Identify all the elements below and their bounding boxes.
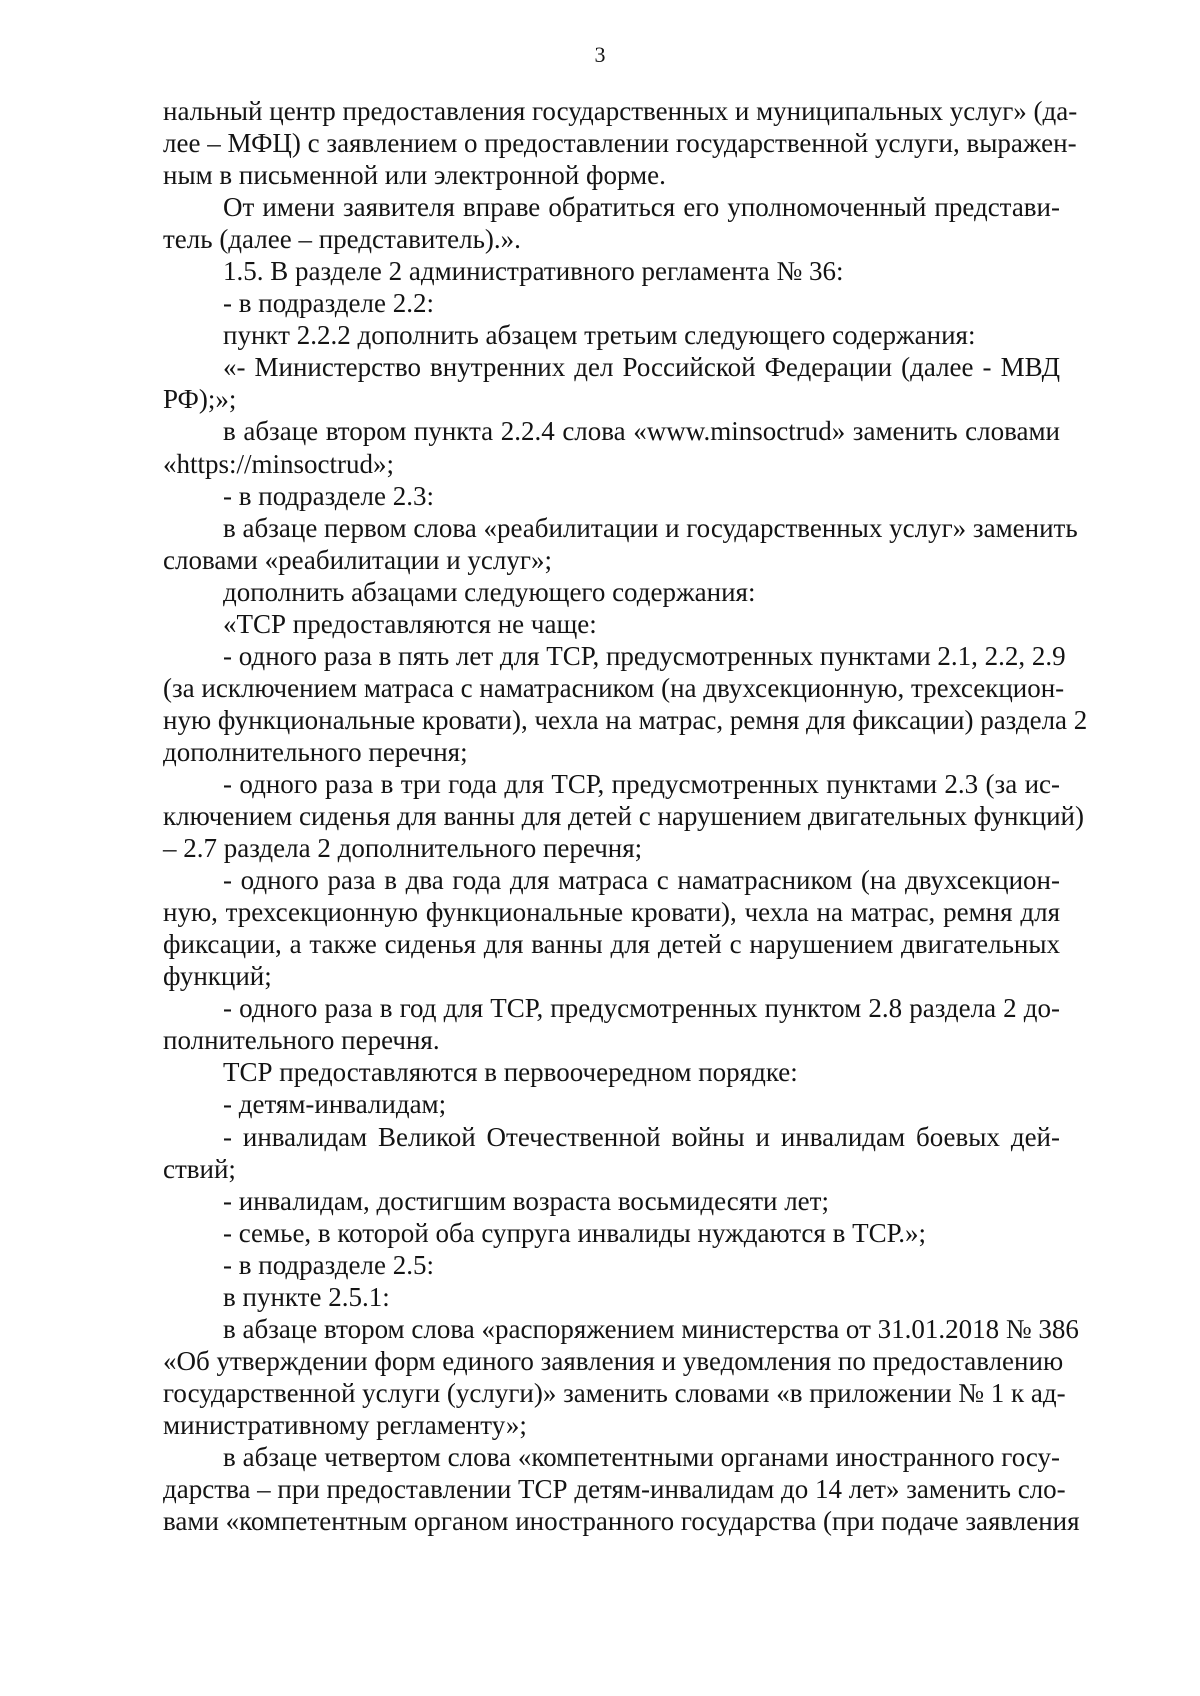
text-line: дополнительного перечня; <box>163 736 468 767</box>
text-line: вами «компетентным органом иностранного государства (при подаче заявления <box>163 1506 1080 1537</box>
text-line: «ТСР предоставляются не чаще: <box>223 608 597 639</box>
text-line: (за исключением матраса с наматрасником (на двухсекционную, трехсекцион- <box>163 672 1065 703</box>
text-line: фиксации, а также сиденья для ванны для детей с нарушением двигательных <box>163 929 1060 960</box>
text-line: функций; <box>163 961 272 992</box>
text-line: ключением сиденья для ванны для детей с нарушением двигательных функций) <box>163 801 1084 832</box>
text-line: - инвалидам, достигшим возраста восьмидесяти лет; <box>223 1185 829 1216</box>
text-line: в абзаце четвертом слова «компетентными органами иностранного госу- <box>223 1441 1060 1472</box>
text-line: ную функциональные кровати), чехла на матрас, ремня для фиксации) раздела 2 <box>163 704 1088 735</box>
text-line: полнительного перечня. <box>163 1025 440 1056</box>
document-body <box>163 95 1088 1537</box>
text-line: нальный центр предоставления государственных и муниципальных услуг» (да- <box>163 96 1078 126</box>
text-line: тель (далее – представитель).». <box>163 224 521 255</box>
text-line: в абзаце втором пункта 2.2.4 слова «www.minsoctrud» заменить словами <box>223 416 1060 447</box>
text-line: - в подразделе 2.5: <box>223 1249 434 1280</box>
text-line: - одного раза в пять лет для ТСР, предусмотренных пунктами 2.1, 2.2, 2.9 <box>223 640 1066 671</box>
page-number: 3 <box>594 42 606 67</box>
text-line: – 2.7 раздела 2 дополнительного перечня; <box>163 833 643 864</box>
text-line: - в подразделе 2.3: <box>223 480 434 511</box>
text-line: - детям-инвалидам; <box>223 1089 447 1120</box>
text-line: дарства – при предоставлении ТСР детям-инвалидам до 14 лет» заменить сло- <box>163 1474 1066 1505</box>
text-line: министративному регламенту»; <box>163 1409 527 1440</box>
text-line: лее – МФЦ) с заявлением о предоставлении государственной услуги, выражен- <box>163 128 1077 159</box>
text-line: - одного раза в год для ТСР, предусмотренных пунктом 2.8 раздела 2 до- <box>223 993 1060 1024</box>
text-line: ным в письменной или электронной форме. <box>163 160 666 191</box>
text-line: в пункте 2.5.1: <box>223 1281 390 1312</box>
text-line: От имени заявителя вправе обратиться его уполномоченный представи- <box>223 192 1060 223</box>
text-line: «https://minsoctrud»; <box>163 448 395 479</box>
text-line: - семье, в которой оба супруга инвалиды нуждаются в ТСР.»; <box>223 1217 926 1248</box>
text-line: ТСР предоставляются в первоочередном порядке: <box>223 1057 798 1088</box>
text-line: пункт 2.2.2 дополнить абзацем третьим следующего содержания: <box>223 320 976 351</box>
text-line: в абзаце втором слова «распоряжением министерства от 31.01.2018 № 386 <box>223 1313 1079 1344</box>
text-line: ствий; <box>163 1153 236 1184</box>
text-line: «Об утверждении форм единого заявления и уведомления по предоставлению <box>163 1345 1064 1376</box>
text-line: - одного раза в два года для матраса с наматрасником (на двухсекцион- <box>223 865 1060 896</box>
text-line: словами «реабилитации и услуг»; <box>163 544 552 575</box>
text-line: РФ);»; <box>163 384 237 415</box>
text-line: 1.5. В разделе 2 административного регламента № 36: <box>223 256 844 287</box>
text-line: - инвалидам Великой Отечественной войны и инвалидам боевых дей- <box>223 1121 1060 1152</box>
text-line: ную, трехсекционную функциональные кровати), чехла на матрас, ремня для <box>163 897 1060 928</box>
text-line: «- Министерство внутренних дел Российской Федерации (далее - МВД <box>223 352 1060 383</box>
text-line: в абзаце первом слова «реабилитации и государственных услуг» заменить <box>223 512 1078 543</box>
text-line: - в подразделе 2.2: <box>223 288 434 319</box>
text-line: государственной услуги (услуги)» заменить словами «в приложении № 1 к ад- <box>163 1377 1066 1408</box>
text-line: - одного раза в три года для ТСР, предусмотренных пунктами 2.3 (за ис- <box>223 768 1060 799</box>
text-line: дополнить абзацами следующего содержания: <box>223 576 756 607</box>
